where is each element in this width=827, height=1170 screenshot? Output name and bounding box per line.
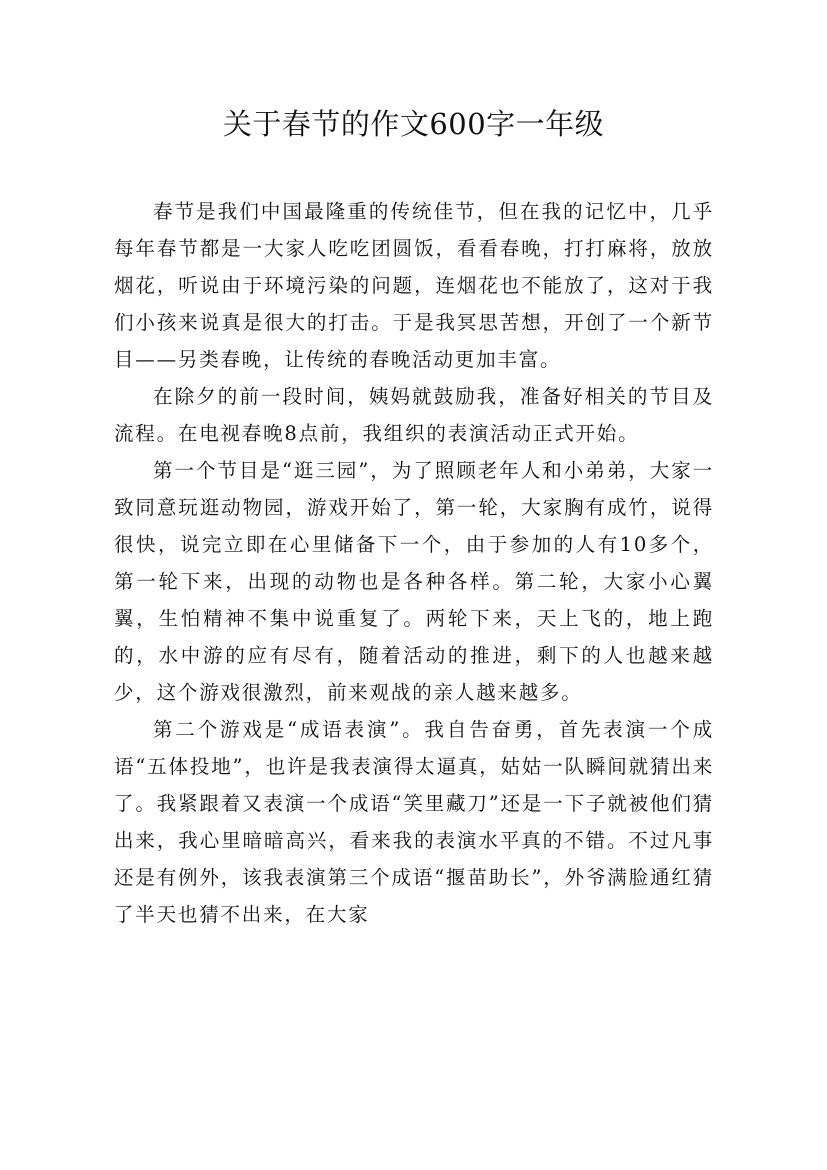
paragraph: 第一个节目是“逛三园”，为了照顾老年人和小弟弟，大家一致同意玩逛动物园，游戏开始了，第一轮，大家胸有成竹，说得很快，说完立即在心里储备下一个，由于参加的人有10多个，第一轮下来，出现的动物也是各种各样。第二轮，大家小心翼翼，生怕精神不集中说重复了。两轮下来，天上飞的，地上跑的，水中游的应有尽有，随着活动的推进，剩下的人也越来越少，这个游戏很激烈，前来观战的亲人越来越多。 bbox=[114, 459, 714, 704]
paragraph: 在除夕的前一段时间，姨妈就鼓励我，准备好相关的节目及流程。在电视春晚8点前，我组织的表演活动正式开始。 bbox=[114, 385, 714, 445]
document-title: 关于春节的作文600字一年级 bbox=[222, 107, 605, 141]
document-body bbox=[114, 193, 714, 933]
paragraph: 春节是我们中国最隆重的传统佳节，但在我的记忆中，几乎每年春节都是一大家人吃吃团圆饭，看看春晚，打打麻将，放放烟花，听说由于环境污染的问题，连烟花也不能放了，这对于我们小孩来说真是很大的打击。于是我冥思苦想，开创了一个新节目——另类春晚，让传统的春晚活动更加丰富。 bbox=[114, 200, 714, 371]
paragraph: 第二个游戏是“成语表演”。我自告奋勇，首先表演一个成语“五体投地”，也许是我表演得太逼真，姑姑一队瞬间就猜出来了。我紧跟着又表演一个成语“笑里藏刀”还是一下子就被他们猜出来，我心里暗暗高兴，看来我的表演水平真的不错。不过凡事还是有例外，该我表演第三个成语“揠苗助长”，外爷满脸通红猜了半天也猜不出来，在大家 bbox=[114, 718, 714, 926]
